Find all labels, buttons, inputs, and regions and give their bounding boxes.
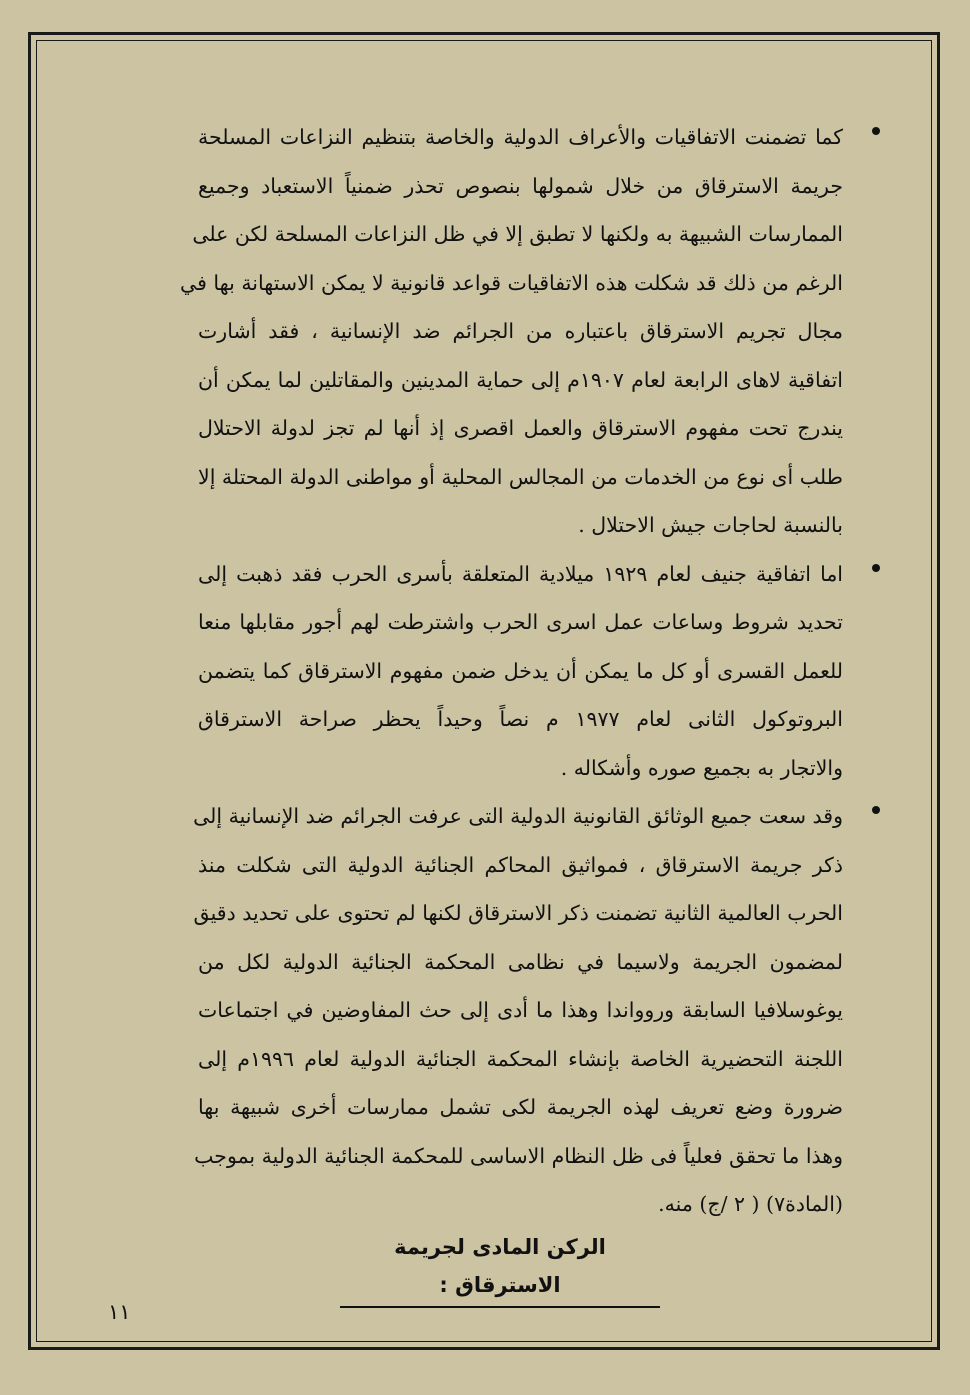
text-line: وقد سعت جميع الوثائق القانونية الدولية التى عرفت الجرائم ضد الإنسانية إلى: [193, 804, 843, 828]
text-line: وهذا ما تحقق فعلياً فى ظل النظام الاساسى للمحكمة الجنائية الدولية بموجب: [194, 1143, 843, 1168]
text-line: الحرب العالمية الثانية تضمنت ذكر الاسترقاق لكنها لم تحتوى على تحديد دقيق: [193, 901, 843, 925]
paragraph-1: [180, 113, 888, 550]
text-line: كما تضمنت الاتفاقيات والأعراف الدولية والخاصة بتنظيم النزاعات المسلحة: [198, 125, 843, 149]
text-line: ذكر جريمة الاسترقاق ، فمواثيق المحاكم الجنائية الدولية التى شكلت منذ: [198, 852, 843, 877]
section-heading: الركن المادى لجريمة الاسترقاق :: [340, 1228, 660, 1308]
text-line: اللجنة التحضيرية الخاصة بإنشاء المحكمة الجنائية الدولية لعام ١٩٩٦م إلى: [198, 1046, 843, 1071]
text-line: تحديد شروط وساعات عمل اسرى الحرب واشترطت لهم أجور مقابلها منعا: [198, 610, 843, 634]
text-line: اما اتفاقية جنيف لعام ١٩٢٩ ميلادية المتعلقة بأسرى الحرب فقد ذهبت إلى: [198, 561, 843, 586]
text-line: الممارسات الشبيهة به ولكنها لا تطبق إلا في ظل النزاعات المسلحة لكن على: [192, 222, 843, 246]
text-line: يوغوسلافيا السابقة وروواندا وهذا ما أدى إلى حث المفاوضين في اجتماعات: [198, 998, 843, 1022]
text-line: بالنسبة لحاجات جيش الاحتلال .: [578, 513, 843, 537]
text-line: اتفاقية لاهاى الرابعة لعام ١٩٠٧م إلى حماية المدينين والمقاتلين لما يمكن أن: [198, 367, 843, 392]
section-heading-wrap: [340, 1228, 660, 1308]
text-line: للعمل القسرى أو كل ما يمكن أن يدخل ضمن مفهوم الاسترقاق كما يتضمن: [198, 658, 843, 683]
text-line: ضرورة وضع تعريف لهذه الجريمة لكى تشمل ممارسات أخرى شبيهة بها: [198, 1095, 843, 1119]
text-line: (المادة٧) ( ٢ /ج) منه.: [658, 1192, 843, 1216]
text-line: جريمة الاسترقاق من خلال شمولها بنصوص تحذر ضمنياً الاستعباد وجميع: [198, 173, 843, 198]
text-line: لمضمون الجريمة ولاسيما في نظامى المحكمة الجنائية الدولية لكل من: [198, 949, 843, 974]
text-line: البروتوكول الثانى لعام ١٩٧٧ م نصاً وحيداً يحظر صراحة الاسترقاق: [198, 707, 843, 731]
text-line: طلب أى نوع من الخدمات من المجالس المحلية أو مواطنى الدولة المحتلة إلا: [198, 464, 843, 489]
bullet-icon: [872, 127, 880, 135]
document-body: [180, 113, 888, 1229]
page-number: ١١: [108, 1300, 131, 1324]
text-line: والاتجار به بجميع صوره وأشكاله .: [560, 755, 843, 780]
text-line: يندرج تحت مفهوم الاسترقاق والعمل اقصرى إذ أنها لم تجز لدولة الاحتلال: [198, 416, 843, 440]
paragraph-2: [198, 550, 888, 793]
paragraph-3: [193, 792, 888, 1229]
bullet-icon: [872, 564, 880, 572]
bullet-icon: [872, 806, 880, 814]
text-line: الرغم من ذلك قد شكلت هذه الاتفاقيات قواعد قانونية لا يمكن الاستهانة بها في: [180, 270, 843, 295]
text-line: مجال تجريم الاسترقاق باعتباره من الجرائم ضد الإنسانية ، فقد أشارت: [198, 319, 843, 343]
